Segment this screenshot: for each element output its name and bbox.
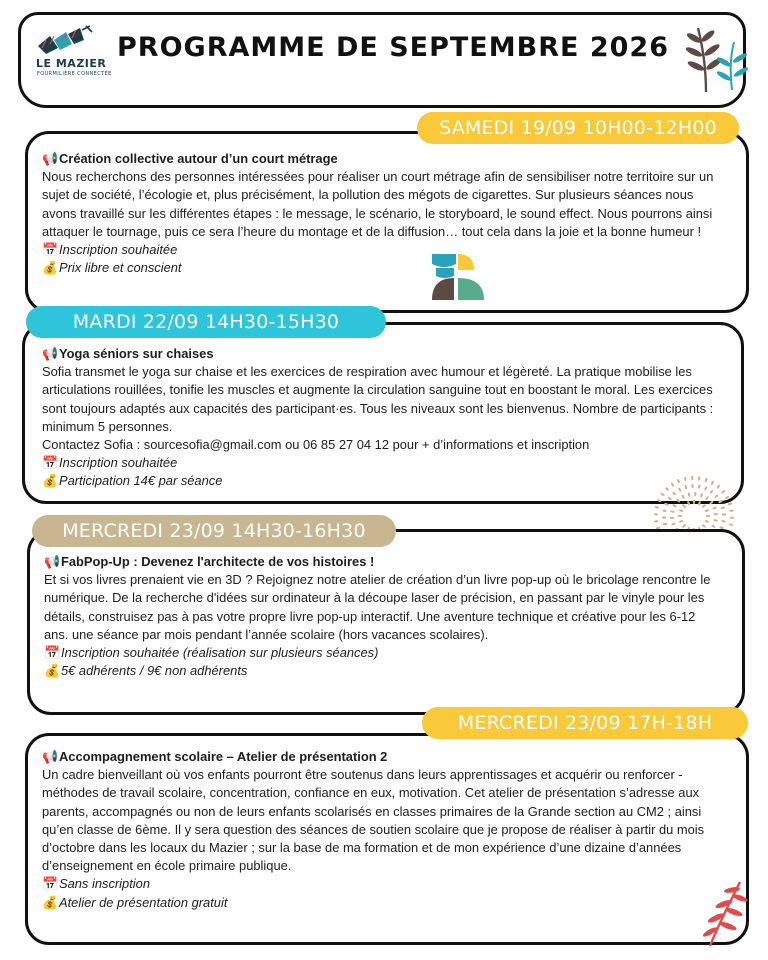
megaphone-icon: 📢 <box>42 151 59 166</box>
event-title-3: FabPop-Up : Devenez l'architecte de vos histoires ! <box>61 554 375 569</box>
event-price-3: 5€ adhérents / 9€ non adhérents <box>61 663 248 679</box>
event-price-2: Participation 14€ par séance <box>59 473 223 489</box>
money-bag-icon: 💰 <box>42 894 59 910</box>
event-title-1: Création collective autour d’un court métrage <box>59 151 338 166</box>
calendar-icon: 📅 <box>44 645 61 661</box>
event-inscription-2: Inscription souhaitée <box>59 455 178 471</box>
event-content-3 <box>44 553 720 680</box>
calendar-icon: 📅 <box>42 876 59 892</box>
leaf-decoration-icon <box>684 22 748 94</box>
megaphone-icon: 📢 <box>42 346 59 361</box>
event-content-1 <box>42 150 722 277</box>
event-inscription-4: Sans inscription <box>59 876 150 892</box>
event-date-1: SAMEDI 19/09 10H00-12H00 <box>417 112 739 144</box>
flower-petals-decoration-icon <box>428 250 488 306</box>
event-price-4: Atelier de présentation gratuit <box>59 894 228 910</box>
event-inscription-1: Inscription souhaitée <box>59 242 178 258</box>
event-description-4: Un cadre bienveillant où vos enfants pourront être soutenus dans leurs apprentissages et acquérir ou renforcer - méthodes de travail scolaire, concentration, confiance en eux, motivation. Cet atelier de présentation s’adresse aux parents, accompagnés ou non de leurs enfants scolarisés en classes primaires de la Grande section au CM2 ; ainsi qu’en classe de 6ème. Il y sera question des séances de soutien scolaire que je propose de réaliser à partir du mois d’octobre dans les locaux du Mazier ; sur la base de ma formation et de mon expérience d’une dizaine d’années d’enseignement en école primaire publique. <box>42 767 705 874</box>
megaphone-icon: 📢 <box>44 554 61 569</box>
logo-name: LE MAZIER <box>36 57 107 70</box>
event-date-3: MERCREDI 23/09 14H30-16H30 <box>32 515 396 547</box>
calendar-icon: 📅 <box>42 455 59 471</box>
calendar-icon: 📅 <box>42 242 59 258</box>
money-bag-icon: 💰 <box>42 260 59 276</box>
event-price-1: Prix libre et conscient <box>59 260 182 276</box>
money-bag-icon: 💰 <box>42 473 59 489</box>
event-description-2: Sofia transmet le yoga sur chaise et les exercices de respiration avec humour et légèreté. La pratique mobilise les articulations rouillées, tonifie les muscles et augmente la circulation sanguine tout en boostant le moral. Les exercices sont toujours adaptés aux capacités des participant·es. Tous les niveaux sont les bienvenus. Nombre de participants : minimum 5 personnes. <box>42 364 714 434</box>
event-content-2 <box>42 345 722 491</box>
event-content-4 <box>42 748 722 912</box>
page-title: PROGRAMME DE SEPTEMBRE 2026 <box>117 32 669 63</box>
megaphone-icon: 📢 <box>42 749 59 764</box>
event-description-1: Nous recherchons des personnes intéressées pour réaliser un court métrage afin de sensibiliser notre territoire sur un sujet de société, l’écologie et, plus précisément, la pollution des mégots de cigarettes. Sur plusieurs séances nous avons travaillé sur les différentes étapes : le message, le scénario, le storyboard, le sound effect. Nous pourrons ainsi attaquer le tournage, puis ce sera l’heure du montage et de la diffusion… tout cela dans la joie et la bonne humeur ! <box>42 169 714 239</box>
event-inscription-3: Inscription souhaitée (réalisation sur plusieurs séances) <box>61 645 379 661</box>
event-description-3: Et si vos livres prenaient vie en 3D ? Rejoignez notre atelier de création d’un livre pop-up où le bricolage rencontre le numérique. De la recherche d'idées sur ordinateur à la découpe laser de précision, en passant par le vinyle pour les détails, construisez pas à pas votre propre livre pop-up interactif. Une aventure technique et créative pour les 6-12 ans. une séance par mois pendant l’année scolaire (hors vacances scolaires). <box>44 572 711 642</box>
event-title-4: Accompagnement scolaire – Atelier de présentation 2 <box>59 749 388 764</box>
money-bag-icon: 💰 <box>44 663 61 679</box>
event-date-4: MERCREDI 23/09 17H-18H <box>422 707 748 739</box>
event-date-2: MARDI 22/09 14H30-15H30 <box>26 306 386 338</box>
event-title-2: Yoga séniors sur chaises <box>59 346 214 361</box>
coral-leaf-decoration-icon <box>700 876 748 948</box>
event-contact-2: Contactez Sofia : sourcesofia@gmail.com ou 06 85 27 04 12 pour + d’informations et inscription <box>42 437 590 453</box>
logo-tagline: FOURMILIÈRE CONNECTÉE <box>37 71 112 77</box>
